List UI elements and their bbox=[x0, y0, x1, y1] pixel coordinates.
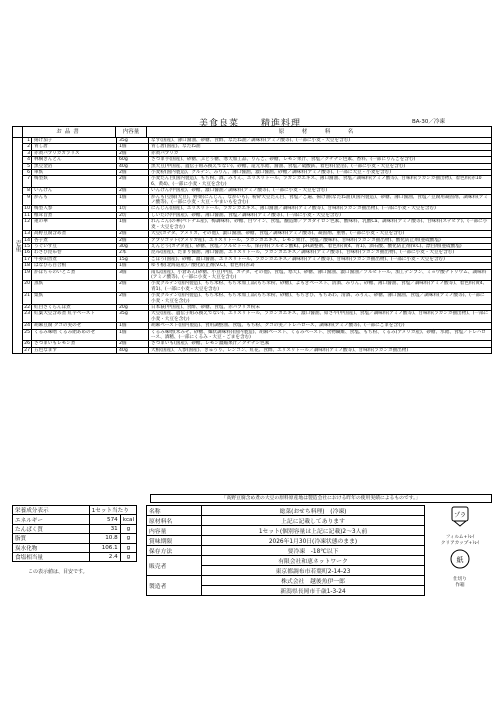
dish-amount: 1個 bbox=[117, 144, 149, 149]
dish-name: いんげん bbox=[32, 188, 117, 193]
dish-amount: 2個 bbox=[117, 281, 149, 292]
row-number: 17 bbox=[24, 256, 30, 262]
dish-ingredients: くるみ味噌(米みそ、砂糖、麺状調味料)(国内製造)、胡麻ペースト、くるみペースト、食物繊維、食塩、もち粉、くるみ(アメリカ産)、砂糖、水飴、食塩／トレハロース、酒精、(一部にくるみ・大豆・ごまを含む) bbox=[151, 329, 486, 340]
dish-name: 蓮の華 bbox=[32, 219, 117, 230]
menu-row bbox=[23, 281, 491, 293]
nutrition-header-unit: 1セット当たり bbox=[89, 506, 136, 515]
nutrition-row bbox=[13, 515, 137, 524]
dish-ingredients: にんじん(国産)、エリスリトール、ラカンカエキス、薄口醤油／調味料(アミノ酸等)、甘味料(ラカンカ抽出物)、(一部に小麦・大豆を含む) bbox=[151, 206, 436, 212]
dish-amount: 3個 bbox=[117, 270, 149, 281]
dish-ingredients: 青し唐(国産)、なたね油 bbox=[151, 144, 201, 150]
dish-amount: 2個 bbox=[117, 341, 149, 346]
dish-amount: 1切 bbox=[117, 206, 149, 211]
dish-amount: 1個 bbox=[117, 330, 149, 341]
dish-name: かぼちゃのいとこ煮 bbox=[32, 270, 117, 281]
row-number: 6 bbox=[23, 170, 32, 175]
dish-amount: 2個 bbox=[117, 170, 149, 175]
dish-name: 椎茸旨煮 bbox=[32, 213, 117, 218]
dish-ingredients: ごぼう(国産)、砂糖、濃口醤油、エリスリトール、ラカンカエキス／調味料(アミノ酸等)、甘味料(ラカンカ抽出物)、(一部に小麦・大豆を含む) bbox=[151, 256, 445, 262]
nutrition-note: この表示値は、目安です。 bbox=[28, 569, 88, 575]
maker-name: 株式会社 越後魚伊一郎 bbox=[202, 576, 425, 586]
svg-text:紙: 紙 bbox=[456, 556, 464, 564]
row-number: 3 bbox=[23, 151, 32, 156]
dish-name: 青し唐 bbox=[32, 144, 117, 149]
dish-amount: 1個 bbox=[117, 323, 149, 328]
nutrient-label: たんぱく質 bbox=[13, 524, 90, 533]
dish-amount: 40g bbox=[117, 348, 149, 353]
nutrient-label: 食塩相当量 bbox=[13, 552, 90, 561]
dish-name: 車麩 bbox=[32, 170, 117, 175]
nutrition-table bbox=[12, 505, 137, 562]
dish-ingredients: えんどう(カナダ産)、砂糖、食塩／ソルビトール、保存料(ソルビン酸K)、pH調整剤、着色料(黄4、青1)、酒石酸、酸化防止剤(V.C)、漂白剤(亜硫酸塩) bbox=[151, 243, 462, 249]
row-number: 8 bbox=[23, 188, 32, 193]
dish-ingredients: さつま芋(国産)、砂糖、ぶどう糖、寒天加工品、りんご、砂糖、レモン果汁、食塩／クチナシ色素、香料、(一部にりんごを含む) bbox=[151, 157, 416, 163]
nutrient-value: 106.1 bbox=[89, 543, 120, 552]
product-info-table bbox=[146, 505, 425, 596]
row-number: 20 bbox=[23, 281, 32, 292]
dish-amount: 35g bbox=[117, 138, 149, 143]
seller-label: 販売者 bbox=[147, 556, 202, 576]
dish-ingredients: 大豆(カナダ、アメリカ、その他)、濃口醤油、砂糖、食塩／調味料(アミノ酸等)、凝固剤、重曹、(一部に小麦・大豆を含む) bbox=[151, 231, 405, 237]
dish-ingredients: なす(国産)、薄口醤油、砂糖、食酢、なたね油／調味料(アミノ酸等)、(一部に小麦・大豆を含む) bbox=[151, 138, 351, 143]
paper-recycle-label: 仕切り bbox=[453, 577, 467, 582]
header-ingredients: 原 材 料 名 bbox=[278, 129, 360, 135]
dish-name: 杏子煮 bbox=[32, 238, 117, 243]
menu-rows bbox=[23, 138, 491, 353]
dish-amount: 2本 bbox=[117, 250, 149, 255]
dish-amount: 20g bbox=[117, 305, 149, 310]
dish-ingredients: 黒大豆(中国産、遺伝子組み換えでない)、砂糖、還元水飴、醤油、食塩／硫酸鉄、着色料(金箔)、(一部に小麦・大豆を含む) bbox=[151, 163, 406, 169]
menu-row bbox=[23, 219, 491, 231]
dish-name: 紅白さくらんぼ煮 bbox=[32, 305, 117, 310]
product-code: BA-30／冷凍 bbox=[412, 119, 445, 125]
menu-row bbox=[23, 311, 491, 323]
nutrient-value: 10.8 bbox=[89, 534, 120, 543]
dish-amount: 60g bbox=[117, 157, 149, 162]
name-label: 名称 bbox=[147, 506, 202, 516]
paper-recycle-icon bbox=[430, 547, 490, 573]
seller-name: 有限会社和恵ネットワーク bbox=[202, 556, 425, 566]
svg-text:プラ: プラ bbox=[453, 512, 467, 519]
row-number: 19 bbox=[23, 270, 32, 281]
dish-name: 紅葉大豆含め煮 紅芋ペースト bbox=[32, 311, 117, 322]
nutrient-unit: g bbox=[120, 534, 136, 543]
plastic-recycle-sublabel: クリアカップ+ﾄﾚｲ bbox=[440, 541, 480, 546]
nutrient-value: 31 bbox=[89, 524, 120, 533]
row-number: 21 bbox=[23, 293, 32, 304]
row-number: 9 bbox=[23, 195, 32, 206]
row-number: 22 bbox=[24, 304, 30, 310]
nutrient-unit: kcal bbox=[120, 515, 136, 524]
nutrient-label: 脂質 bbox=[13, 534, 90, 543]
brand-name: 美食良菜 bbox=[198, 119, 239, 129]
menu-row bbox=[23, 348, 491, 353]
nutrient-label: 炭水化物 bbox=[13, 543, 90, 552]
menu-row bbox=[23, 270, 491, 282]
dish-amount: 2個 bbox=[117, 188, 149, 193]
dish-ingredients: がんも(豆腐(大豆)、野菜(にんじん、ながいも)、粉砕大豆たん白、食塩／ご遍、揚げ油(なたね油))(国内製造)、砂糖、薄口醤油、食塩／豆腐用凝固剤、調味料(アミノ酸等)、(一部に小麦・大豆・やまいもを含む) bbox=[151, 194, 488, 206]
header-name: お品書 bbox=[23, 127, 116, 137]
row-number: 26 bbox=[24, 341, 30, 347]
content-value: 1セット(個別容量は上記に記載)2～3人前 bbox=[202, 526, 425, 536]
storage-label: 保存方法 bbox=[147, 546, 202, 556]
row-number: 1 bbox=[23, 138, 32, 143]
dish-name: 粟麩 bbox=[32, 293, 117, 304]
dish-ingredients: 大豆(国産、遺伝子組み換えでない)、エリスリトール、ラカンカエキス、濃口醤油、紹さや(中国産)、食塩／調味料(アミノ酸等)、甘味料(ラカンカ抽出物)、(一部に小麦・大豆を含む) bbox=[151, 311, 489, 322]
content-label: 内容量 bbox=[147, 526, 202, 536]
dish-ingredients: 小麦グルテン(国内製造)、もち米粉、もち米加工品(もち米粉、砂糖)、もちきび、もちあわ、清酒、みりん、砂糖、薄口醤油、食塩／調味料(アミノ酸等)、(一部に小麦・大豆を含む) bbox=[151, 293, 485, 304]
dish-ingredients: 大根(国産)、人参(国産)、きゅうり、レンコン、紅花、食酢、エリスリトール／調味料(アミノ酸等)、甘味料(ラカンカ抽出物) bbox=[151, 347, 409, 353]
row-number: 16 bbox=[24, 250, 30, 256]
dish-name: 蒸麩 bbox=[32, 281, 117, 292]
dish-name: さつまいもレモン煮 bbox=[32, 341, 117, 346]
row-number: 5 bbox=[23, 164, 32, 169]
ingredients-value: 上記に記載してあります bbox=[202, 516, 425, 526]
row-number: 10 bbox=[24, 206, 30, 212]
menu-name: 精進料理 bbox=[261, 119, 302, 129]
dish-amount: 2個 bbox=[117, 231, 149, 236]
row-number: 14 bbox=[24, 237, 30, 243]
plastic-recycle-label: フィルム+ﾄﾚｲ bbox=[445, 535, 475, 540]
nutrition-row bbox=[13, 534, 137, 543]
row-number: 11 bbox=[24, 212, 30, 218]
dish-ingredients: 赤黄パプリカ bbox=[151, 150, 179, 156]
dish-name: うぐいす豆 bbox=[32, 244, 117, 249]
dish-name: 赤黄パプリカカラリス bbox=[32, 151, 117, 156]
nutrient-unit: g bbox=[120, 524, 136, 533]
dish-ingredients: 胡麻ペースト(国内製造)、食用調整油、食塩、もち粉、クコの実／トレハロース、調味料(アミノ酸等)、(一部にごまを含む) bbox=[151, 323, 405, 329]
row-number: 24 bbox=[24, 323, 30, 329]
maker-address: 新潟県長岡市千歳1-3-24 bbox=[202, 586, 425, 596]
row-number: 15 bbox=[24, 243, 30, 249]
nutrient-label: エネルギー bbox=[13, 515, 90, 524]
dish-ingredients: 小麦粉(国内製造)、グルテン、みりん、薄口醤油、濃口醤油、砂糖／調味料(アミノ酸等)、(一部に大豆・小麦を含む) bbox=[151, 170, 391, 176]
dish-ingredients: 小麦グルテン(国内製造)、もち米粉、もち米加工品(もち米粉、砂糖)、よもぎペースト、清酒、みりん、砂糖、薄口醤油、食塩／調味料(アミノ酸等)、着色料(黄4、青1)、(一部に小麦・大豆を含む) bbox=[151, 281, 488, 292]
row-number: 27 bbox=[24, 347, 30, 353]
dish-name: はなびら百合根 bbox=[32, 263, 117, 268]
dish-name: わさび昆布巻 bbox=[32, 250, 117, 255]
menu-row bbox=[23, 293, 491, 305]
dish-ingredients: 南瓜(国産)、小倉あん(砂糖、小豆(中国、カナダ、その他)、食塩、寒天)、砂糖、薄口醤油、濃口醤油／ソルビトール、加工デンプン、ミョウ酸ナトリウム、調味料(アミノ酸等)、(一部に小麦・大豆を含む) bbox=[151, 269, 487, 280]
dish-name: がんも bbox=[32, 195, 117, 206]
dish-ingredients: 昆布(国産)、たまり醤油、薄口醤油、エリスリトール、ラカンカエキス／調味料(アミノ酸等)、甘味料(ラカンカ抽出物)、(一部に小麦・大豆を含む) bbox=[151, 250, 455, 256]
dish-amount: 2個 bbox=[117, 293, 149, 304]
tier-label: 壱重 bbox=[13, 138, 23, 353]
row-number: 18 bbox=[24, 263, 30, 269]
nutrition-header-label: 栄養成分表示 bbox=[13, 506, 90, 515]
row-number: 2 bbox=[23, 144, 32, 149]
menu-row bbox=[23, 330, 491, 342]
dish-ingredients: アプリコット(アメリカ産)、エリスリトール、ラカンカエキス、レモン果汁、食塩／酸味料、甘味料(ラカンカ抽出物)、酸化防止剤(亜硫酸塩) bbox=[151, 237, 441, 243]
dish-name: 林檎きんとん bbox=[32, 157, 117, 162]
dish-amount: 2個 bbox=[117, 238, 149, 243]
dish-name: くるみ味噌 くるみ飴あめのせ bbox=[32, 330, 117, 341]
dish-name: 梅型麩 bbox=[32, 176, 117, 187]
origin-notice: 「高野豆腐含め煮の大豆の原料原産地は製造会社における昨年の使用実績によるものです。」 bbox=[150, 494, 492, 503]
dish-amount: 2個 bbox=[117, 176, 149, 187]
dish-amount: 15g bbox=[117, 257, 149, 262]
dish-amount: 2切 bbox=[117, 213, 149, 218]
row-number: 13 bbox=[24, 231, 30, 237]
dish-name: 胡麻豆腐 クコの実のせ bbox=[32, 323, 117, 328]
dish-ingredients: 小麦たん白(国内製造)、もち粉、酒、みりん、エリスリトール、ラカンカエキス、薄口醤油、食塩／調味料(アミノ酸等)、甘味料(ラカンカ抽出物)、着色料(赤106、黄4)、(一部に小麦・大豆を含む) bbox=[151, 176, 482, 187]
row-number: 4 bbox=[23, 157, 32, 162]
dish-ingredients: れんこん(の華(ベトナム産)、梅調味料、砂糖、白ワイン、食塩、醸造酢／アカダイロン色素、酸味料、乳酸Ca、調味料(アミノ酸等)、甘味料(ステビア)、(一部に小麦・大豆を含む) bbox=[151, 219, 488, 230]
dish-ingredients: いんげん(中国産)、砂糖、濃口醤油／調味料(アミノ酸等)、(一部に小麦・大豆を含む) bbox=[151, 188, 328, 194]
ingredients-label: 原材料名 bbox=[147, 516, 202, 526]
expiry-value: 2026年1月30日(冷凍状態のまま) bbox=[202, 536, 425, 546]
expiry-label: 賞味期限 bbox=[147, 536, 202, 546]
seller-address: 東京都調布市若葉町2-14-23 bbox=[202, 566, 425, 576]
dish-name: 五色なます bbox=[32, 348, 117, 353]
paper-recycle-sublabel: 作箱 bbox=[455, 583, 465, 588]
storage-value: 要冷凍 -18℃以下 bbox=[202, 546, 425, 556]
nutrient-value: 2.4 bbox=[89, 552, 120, 561]
row-number: 25 bbox=[23, 330, 32, 341]
dish-name: 梅型人参 bbox=[32, 206, 117, 211]
dish-amount: 35g bbox=[117, 311, 149, 322]
recycle-marks bbox=[430, 505, 490, 589]
menu-table-header bbox=[13, 127, 491, 138]
dish-amount: 1個 bbox=[117, 263, 149, 268]
nutrient-unit: g bbox=[120, 543, 136, 552]
menu-row bbox=[23, 195, 491, 207]
dish-amount: 40g bbox=[117, 164, 149, 169]
header-amount: 内容量 bbox=[116, 127, 147, 137]
name-value: 総菜(おせち料理) (冷凍) bbox=[202, 506, 425, 516]
dish-name: 黒豆金箔 bbox=[32, 164, 117, 169]
dish-name: 揚げ茄子 bbox=[32, 138, 117, 143]
dish-ingredients: 日本萩(中国産)、食酢、砂糖、食塩、赤パプリカ粉末 bbox=[151, 304, 261, 310]
dish-ingredients: さつまいも(国産)、砂糖、レモン濃縮果汁／クチナシ色素 bbox=[151, 341, 270, 347]
dish-amount: 1個 bbox=[117, 195, 149, 206]
row-number: 23 bbox=[23, 311, 32, 322]
dish-name: 高野豆腐含め煮 bbox=[32, 231, 117, 236]
nutrient-value: 574 bbox=[89, 515, 120, 524]
nutrient-unit: g bbox=[120, 552, 136, 561]
maker-label: 製造者 bbox=[147, 576, 202, 596]
dish-ingredients: ゆり根(北海道産)／酸化防止剤(V.C)、着色料(赤3) bbox=[151, 263, 255, 269]
dish-amount: 30g bbox=[117, 244, 149, 249]
dish-name: 牛蒡田舎煮 bbox=[32, 257, 117, 262]
menu-row bbox=[23, 176, 491, 188]
dish-ingredients: しいたけ(中国産)、砂糖、薄口醤油、食塩／調味料(アミノ酸等)、(一部に小麦・大豆を含む) bbox=[151, 212, 341, 218]
row-number: 7 bbox=[23, 176, 32, 187]
plastic-recycle-icon bbox=[430, 505, 490, 531]
dish-amount: 1個 bbox=[117, 219, 149, 230]
menu-table bbox=[12, 126, 492, 354]
dish-amount: 2個 bbox=[117, 151, 149, 156]
nutrition-row bbox=[13, 543, 137, 552]
nutrition-row bbox=[13, 524, 137, 533]
nutrition-row bbox=[13, 552, 137, 561]
row-number: 12 bbox=[23, 219, 32, 230]
